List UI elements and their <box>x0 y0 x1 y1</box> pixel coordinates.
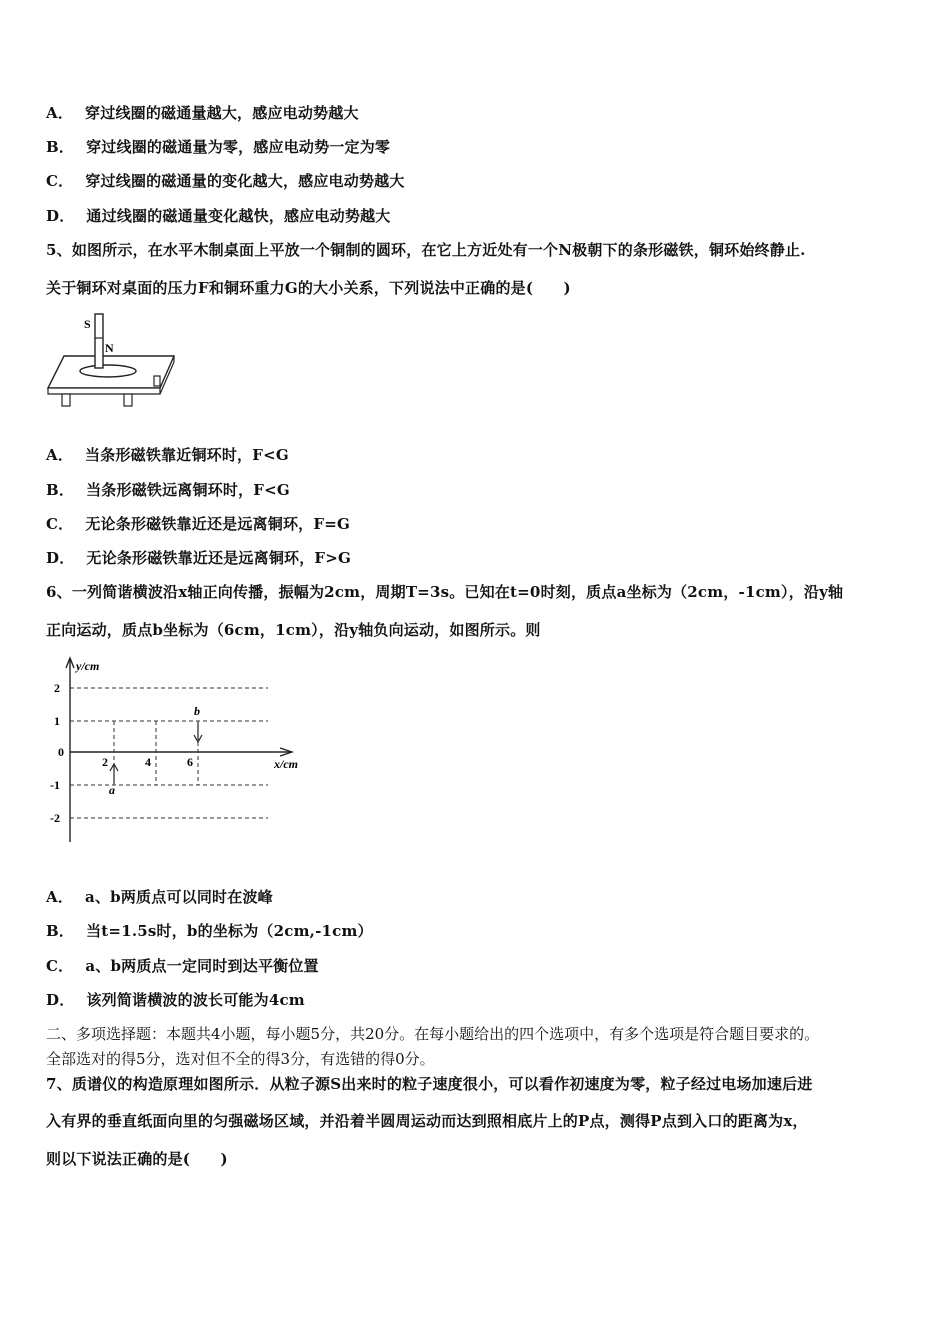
q5-option-c <box>46 513 350 534</box>
table-leg <box>124 394 132 406</box>
option-label: B． <box>46 138 75 156</box>
option-label: C． <box>46 957 74 975</box>
bar-magnet <box>95 314 103 368</box>
y-tick-label: 0 <box>58 745 64 759</box>
option-text: 穿过线圈的磁通量为零，感应电动势一定为零 <box>86 138 391 156</box>
option-text: 穿过线圈的磁通量越大，感应电动势越大 <box>85 104 359 122</box>
q5-option-a <box>46 444 289 465</box>
option-text: a、b两质点一定同时到达平衡位置 <box>85 957 319 975</box>
x-tick-label: 2 <box>102 755 108 769</box>
y-tick-label: 1 <box>54 714 60 728</box>
y-axis-label: y/cm <box>76 659 100 673</box>
q6-option-d <box>46 989 305 1010</box>
y-tick-label: 2 <box>54 681 60 695</box>
n-pole-label: N <box>105 341 114 355</box>
q6-option-c <box>46 955 319 976</box>
y-tick-label: -2 <box>50 811 60 825</box>
q5-option-d <box>46 547 351 568</box>
section2-line2: 全部选对的得5分，选对但不全的得3分，有选错的得0分。 <box>46 1050 435 1068</box>
option-text: 无论条形磁铁靠近还是远离铜环，F=G <box>85 515 350 533</box>
q4-option-a <box>46 102 359 123</box>
table-edge <box>48 388 160 394</box>
copper-ring <box>80 365 136 377</box>
q7-stem-line2: 入有界的垂直纸面向里的匀强磁场区域，并沿着半圆周运动而达到照相底片上的P点，测得P点到入口的距离为x， <box>46 1112 808 1130</box>
option-text: 当条形磁铁远离铜环时，F<G <box>86 481 290 499</box>
magnet-ring-figure <box>44 312 180 412</box>
table-leg <box>154 376 160 386</box>
q7-stem-line1: 7、质谱仪的构造原理如图所示．从粒子源S出来时的粒子速度很小，可以看作初速度为零，粒子经过电场加速后进 <box>46 1075 813 1093</box>
option-label: A． <box>46 446 74 464</box>
q7-stem-line3: 则以下说法正确的是( ) <box>46 1150 228 1168</box>
option-label: C． <box>46 515 74 533</box>
q5-stem-line1: 5、如图所示，在水平木制桌面上平放一个铜制的圆环，在它上方近处有一个N极朝下的条形磁铁，铜环始终静止. <box>46 241 806 259</box>
option-text: 穿过线圈的磁通量的变化越大，感应电动势越大 <box>85 172 405 190</box>
y-tick-label: -1 <box>50 778 60 792</box>
q4-option-b <box>46 136 390 157</box>
x-axis-label: x/cm <box>274 757 298 771</box>
option-label: C． <box>46 172 74 190</box>
option-text: 当t=1.5s时，b的坐标为（2cm,-1cm） <box>86 922 373 940</box>
q6-stem-line1: 6、一列简谐横波沿x轴正向传播，振幅为2cm，周期T=3s。已知在t=0时刻，质点a坐标为（2cm，-1cm），沿y轴 <box>46 583 844 601</box>
option-label: D． <box>46 549 75 567</box>
section2-line1: 二、多项选择题：本题共4小题，每小题5分，共20分。在每小题给出的四个选项中，有多个选项是符合题目要求的。 <box>46 1025 820 1043</box>
point-b-label: b <box>194 704 200 718</box>
option-label: D． <box>46 991 75 1009</box>
table-leg <box>62 394 70 406</box>
point-a-label: a <box>109 783 115 797</box>
q5-stem-line2: 关于铜环对桌面的压力F和铜环重力G的大小关系，下列说法中正确的是( ) <box>46 279 571 297</box>
option-text: 通过线圈的磁通量变化越快，感应电动势越大 <box>86 207 391 225</box>
q4-option-d <box>46 205 390 226</box>
s-pole-label: S <box>84 317 91 331</box>
option-label: D． <box>46 207 75 225</box>
q5-option-b <box>46 479 290 500</box>
option-text: 该列简谐横波的波长可能为4cm <box>86 991 305 1009</box>
q6-stem-line2: 正向运动，质点b坐标为（6cm，1cm），沿y轴负向运动，如图所示。则 <box>46 621 541 639</box>
wave-graph <box>46 652 316 852</box>
option-text: a、b两质点可以同时在波峰 <box>85 888 273 906</box>
x-tick-label: 4 <box>145 755 151 769</box>
option-label: A． <box>46 888 74 906</box>
q6-option-a <box>46 886 273 907</box>
option-label: A． <box>46 104 74 122</box>
q6-option-b <box>46 920 373 941</box>
x-tick-label: 6 <box>187 755 193 769</box>
option-text: 当条形磁铁靠近铜环时，F<G <box>85 446 289 464</box>
option-text: 无论条形磁铁靠近还是远离铜环，F>G <box>86 549 352 567</box>
q4-option-c <box>46 170 405 191</box>
option-label: B． <box>46 922 75 940</box>
option-label: B． <box>46 481 75 499</box>
